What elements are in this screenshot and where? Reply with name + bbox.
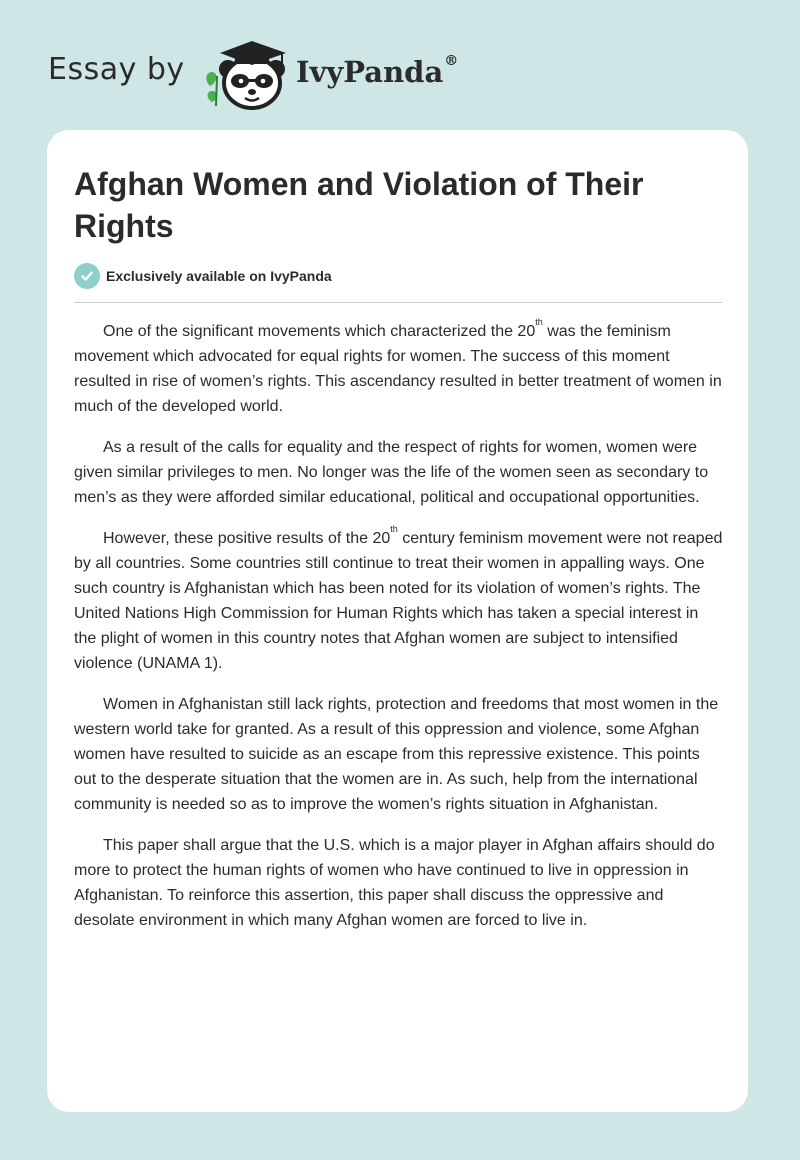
- superscript: th: [535, 317, 543, 327]
- superscript: th: [390, 524, 398, 534]
- brand-name[interactable]: IvyPanda®: [296, 53, 459, 89]
- paragraph: However, these positive results of the 20th century feminism movement were not reaped by all countries. Some countries still continue to treat their women in appalling ways. One such country is Afghanistan which has been noted for its violation of women’s rights. The United Nations High Commission for Human Rights which has taken a special interest in the plight of women in this country notes that Afghan women are subject to intensified violence (UNAMA 1).: [74, 524, 723, 672]
- paragraph: This paper shall argue that the U.S. which is a major player in Afghan affairs should do more to protect the human rights of women who have continued to live in oppression in Afghanistan. To reinforce this assertion, this paper shall discuss the oppressive and desolate environment in which many Afghan women are forced to live in.: [74, 837, 715, 929]
- paragraph: One of the significant movements which characterized the 20th was the feminism movement which advocated for equal rights for women. The success of this moment resulted in rise of women’s rights. This ascendancy resulted in better treatment of women in much of the developed world.: [74, 317, 722, 415]
- essay-title: Afghan Women and Violation of Their Rights: [74, 166, 644, 244]
- divider: [74, 302, 722, 303]
- site-header: [48, 36, 468, 112]
- check-icon: [74, 263, 100, 289]
- paragraph: As a result of the calls for equality and the respect of rights for women, women were given similar privileges to men. No longer was the life of the women seen as secondary to men’s as they were afforded similar educational, political and occupational opportunities.: [74, 439, 709, 506]
- essay-by-label: Essay by: [48, 52, 185, 87]
- registered-mark: ®: [444, 53, 459, 69]
- paragraph: Women in Afghanistan still lack rights, protection and freedoms that most women in the western world take for granted. As a result of this oppression and violence, some Afghan women have resulted to suicide as an escape from this repressive existence. This points out to the desperate situation that the women are in. As such, help from the international community is needed so as to improve the women’s rights situation in Afghanistan.: [74, 696, 719, 813]
- exclusive-badge: [74, 263, 332, 289]
- essay-body: [74, 319, 724, 949]
- essay-card: [47, 130, 748, 1112]
- badge-label: Exclusively available on IvyPanda: [106, 268, 332, 284]
- panda-graduate-logo-icon[interactable]: [202, 36, 294, 112]
